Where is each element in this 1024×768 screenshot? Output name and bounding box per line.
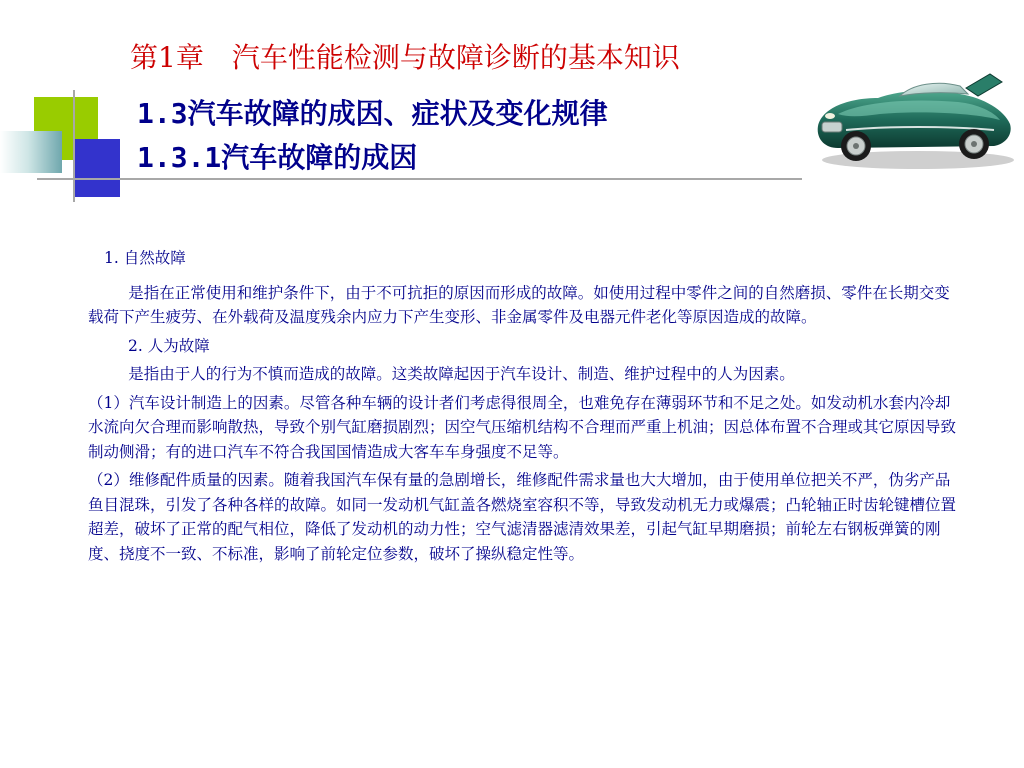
decorative-blue-square	[74, 139, 120, 197]
decorative-vertical-line	[73, 90, 75, 202]
parts-factor-paragraph: （2）维修配件质量的因素。随着我国汽车保有量的急剧增长，维修配件需求量也大大增加，由于使用单位把关不严，伪劣产品鱼目混珠，引发了各种各样的故障。如同一发动机气缸盖各燃烧室容积不等，导致发动机无力或爆震；凸轮轴正时齿轮键槽位置超差，破坏了正常的配气相位，降低了发动机的动力性；空气滤清器滤清效果差，引起气缸早期磨损；前轮左右钢板弹簧的刚度、挠度不一致、不标准，影响了前轮定位参数，破坏了操纵稳定性等。	[88, 471, 957, 563]
design-factor-paragraph: （1）汽车设计制造上的因素。尽管各种车辆的设计者们考虑得很周全，也难免存在薄弱环节和不足之处。如发动机水套内冷却水流向欠合理而影响散热，导致个别气缸磨损剧烈；因空气压缩机结构不合理而严重上机油；因总体布置不合理或其它原因导致制动侧滑；有的进口汽车不符合我国国情造成大客车车身强度不足等。	[88, 393, 957, 461]
decorative-teal-square	[0, 131, 62, 173]
natural-fault-heading: 1. 自然故障	[104, 249, 186, 267]
body-text	[88, 246, 956, 566]
subsection-title: 1.3.1汽车故障的成因	[137, 141, 418, 174]
decorative-horizontal-line	[37, 178, 802, 180]
human-fault-heading: 2. 人为故障	[128, 336, 210, 355]
section-title: 1.3汽车故障的成因、症状及变化规律	[137, 97, 608, 130]
chapter-title: 第1章 汽车性能检测与故障诊断的基本知识	[130, 41, 680, 74]
natural-fault-text: 是指在正常使用和维护条件下，由于不可抗拒的原因而形成的故障。如使用过程中零件之间的自然磨损、零件在长期交变载荷下产生疲劳、在外载荷及温度残余内应力下产生变形、非金属零件及电器元件老化等原因造成的故障。	[88, 283, 950, 326]
human-fault-text: 是指由于人的行为不慎而造成的故障。这类故障起因于汽车设计、制造、维护过程中的人为因素。	[128, 365, 795, 383]
car-image	[808, 64, 1018, 174]
